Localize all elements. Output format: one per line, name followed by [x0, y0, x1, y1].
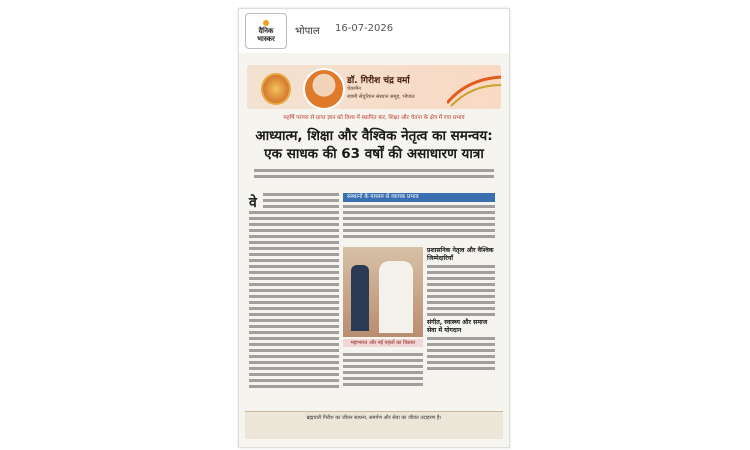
middle-column-text [343, 353, 495, 389]
profile-banner [247, 65, 501, 109]
profile-organization: स्वामी सेंचुरियन संस्थान समूह, भोपाल [347, 94, 415, 100]
left-column-text [249, 193, 339, 407]
decorative-wave-icon [447, 75, 501, 107]
award-medal-icon [261, 73, 291, 105]
headline-line1: आध्यात्म, शिक्षा और वैश्विक नेतृत्व का समन्वय: [255, 128, 493, 144]
logo-line2: भास्कर [257, 34, 275, 43]
edition-city: भोपाल [295, 26, 320, 37]
newspaper-logo [245, 13, 287, 49]
article-tagline: महर्षि परंपरा से प्राप्त ज्ञान को विश्व में स्थापित कर, शिक्षा और चेतना के क्षेत्र में रचा प्रभाव [283, 115, 465, 121]
guest-figure [379, 261, 413, 333]
photo-caption: महाभारत और नई पहलों का विस्तार [343, 339, 423, 347]
sun-icon [263, 20, 269, 26]
portrait-photo [303, 68, 345, 110]
speaker-figure [351, 265, 369, 331]
logo-line1: दैनिक [258, 26, 274, 35]
profile-designation: चेयरमैन [347, 86, 361, 92]
newspaper-header [239, 9, 509, 53]
article-headline [245, 127, 503, 163]
headline-line2: एक साधक की 63 वर्षों की असाधारण यात्रा [264, 146, 484, 162]
sidebar-heading-2: संगीत, स्वास्थ्य और समाज सेवा में योगदान [427, 319, 488, 334]
newspaper-clipping [238, 8, 510, 448]
article-intro [249, 169, 499, 181]
article-footer: ब्रह्मचारी गिरीश का जीवन साधना, समर्पण और सेवा का जीवंत उदाहरण है। [245, 411, 503, 439]
drop-cap: वे [249, 195, 257, 211]
event-photo [343, 247, 423, 337]
profile-name: डॉ. गिरीश चंद्र वर्मा [347, 76, 410, 86]
section-bar: संस्थानों के माध्यम से व्यापक प्रभाव [343, 193, 495, 202]
edition-date: 16-07-2026 [335, 23, 394, 34]
sidebar-heading-1: प्रशासनिक नेतृत्व और वैश्विक जिम्मेदारियाँ [427, 247, 494, 262]
middle-column [343, 193, 495, 407]
